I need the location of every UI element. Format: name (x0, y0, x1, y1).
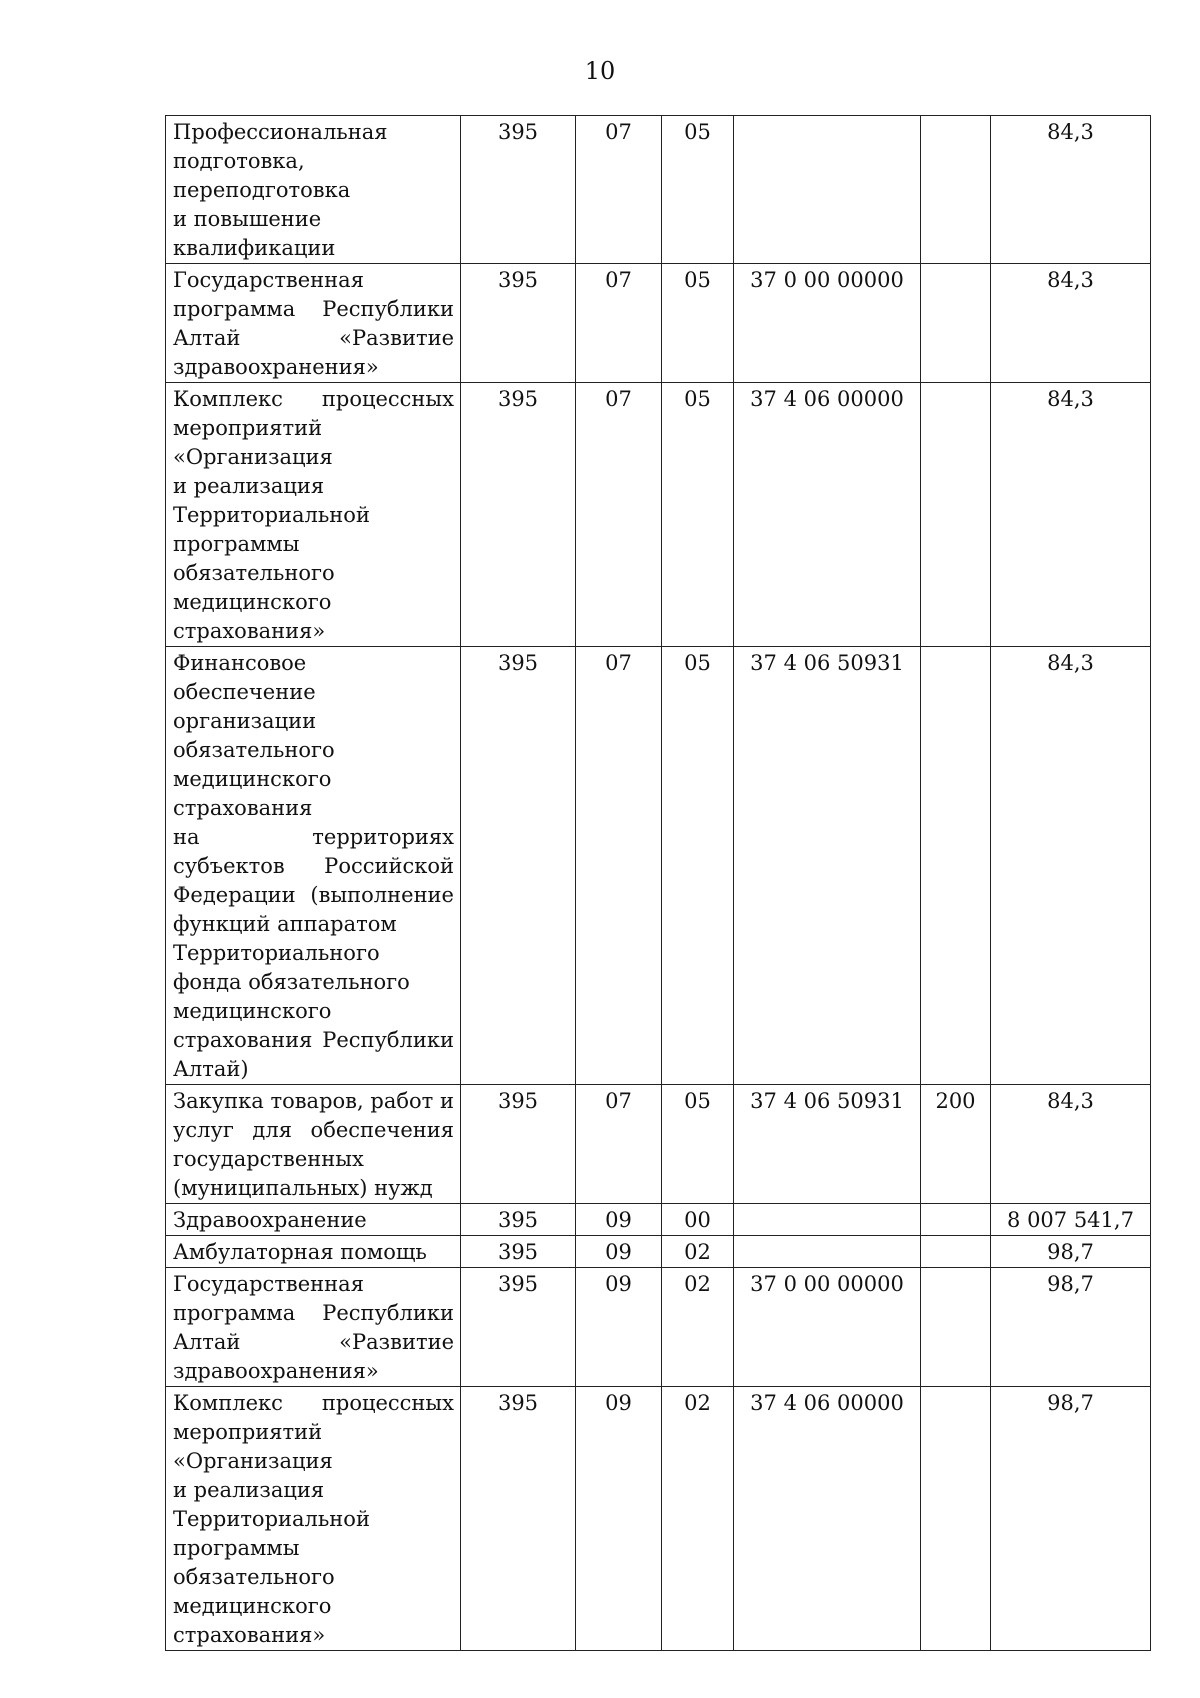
budget-table (165, 115, 1151, 1651)
row-name-line: Профессиональная (173, 120, 388, 144)
section-cell-value: 09 (605, 1240, 632, 1264)
section-cell-value: 09 (605, 1391, 632, 1415)
table-row (166, 116, 1151, 264)
row-name-cell (166, 264, 461, 383)
amount-cell-value: 84,3 (1047, 1089, 1094, 1113)
section-cell-value: 09 (605, 1208, 632, 1232)
subsection-cell-value: 05 (684, 120, 711, 144)
subsection-cell (662, 1387, 734, 1651)
grbs-cell (461, 1236, 576, 1268)
target-article-cell-value: 37 0 00 00000 (750, 1272, 904, 1296)
row-name-line: на территориях субъектов Российской Федерации (выполнение функций аппаратом (173, 825, 454, 936)
row-name-line: «Организация (173, 1449, 333, 1473)
target-article-cell (734, 1236, 921, 1268)
row-name-line: Территориальной программы обязательного медицинского страхования» (173, 503, 370, 643)
row-name-line: и реализация (173, 474, 325, 498)
amount-cell (991, 116, 1151, 264)
subsection-cell (662, 1204, 734, 1236)
grbs-cell-value: 395 (497, 387, 539, 411)
table-row (166, 383, 1151, 647)
table-row (166, 1085, 1151, 1204)
section-cell-value: 07 (605, 651, 632, 675)
grbs-cell (461, 383, 576, 647)
row-name-line: обязательного (173, 738, 335, 762)
subsection-cell-value: 05 (684, 387, 711, 411)
row-name-cell (166, 1085, 461, 1204)
row-name-cell (166, 1204, 461, 1236)
grbs-cell (461, 1204, 576, 1236)
expense-type-cell (921, 1236, 991, 1268)
subsection-cell-value: 05 (684, 1089, 711, 1113)
target-article-cell-value: 37 0 00 00000 (750, 268, 904, 292)
amount-cell-value: 98,7 (1047, 1272, 1094, 1296)
section-cell-value: 07 (605, 268, 632, 292)
grbs-cell (461, 1268, 576, 1387)
grbs-cell-value: 395 (497, 1240, 539, 1264)
table-row (166, 264, 1151, 383)
row-name-line: и реализация (173, 1478, 325, 1502)
amount-cell-value: 84,3 (1047, 120, 1094, 144)
expense-type-cell-value: 200 (935, 1089, 976, 1113)
target-article-cell-value: 37 4 06 00000 (750, 1391, 904, 1415)
section-cell (576, 1268, 662, 1387)
amount-cell (991, 647, 1151, 1085)
page-number: 10 (584, 57, 616, 85)
row-name-line: Государственная программа Республики Алтай «Развитие здравоохранения» (173, 268, 454, 379)
expense-type-cell (921, 1204, 991, 1236)
target-article-cell (734, 1085, 921, 1204)
subsection-cell-value: 00 (684, 1208, 711, 1232)
amount-cell-value: 8 007 541,7 (1007, 1208, 1134, 1232)
amount-cell (991, 1268, 1151, 1387)
table-row (166, 1268, 1151, 1387)
row-name-line: Государственная программа Республики Алтай «Развитие здравоохранения» (173, 1272, 454, 1383)
row-name-line: медицинского (173, 999, 332, 1023)
row-name-line: подготовка, (173, 149, 305, 173)
section-cell-value: 07 (605, 120, 632, 144)
row-name-line: переподготовка (173, 178, 351, 202)
section-cell-value: 07 (605, 1089, 632, 1113)
subsection-cell (662, 116, 734, 264)
amount-cell (991, 1085, 1151, 1204)
grbs-cell-value: 395 (497, 1391, 539, 1415)
grbs-cell-value: 395 (497, 1089, 539, 1113)
expense-type-cell (921, 647, 991, 1085)
section-cell (576, 647, 662, 1085)
row-name-line: Комплекс процессных мероприятий (173, 1391, 454, 1444)
subsection-cell-value: 02 (684, 1272, 711, 1296)
expense-type-cell (921, 1085, 991, 1204)
subsection-cell (662, 264, 734, 383)
row-name-line: Комплекс процессных мероприятий (173, 387, 454, 440)
target-article-cell (734, 1387, 921, 1651)
amount-cell-value: 84,3 (1047, 268, 1094, 292)
row-name-cell (166, 1236, 461, 1268)
subsection-cell-value: 02 (684, 1391, 711, 1415)
section-cell (576, 1387, 662, 1651)
subsection-cell (662, 1085, 734, 1204)
grbs-cell-value: 395 (497, 1272, 539, 1296)
subsection-cell-value: 05 (684, 268, 711, 292)
subsection-cell (662, 1268, 734, 1387)
amount-cell (991, 1204, 1151, 1236)
table-row (166, 1236, 1151, 1268)
grbs-cell (461, 1387, 576, 1651)
row-name-cell (166, 1387, 461, 1651)
target-article-cell (734, 647, 921, 1085)
amount-cell-value: 84,3 (1047, 387, 1094, 411)
target-article-cell-value: 37 4 06 50931 (750, 651, 904, 675)
row-name-cell (166, 647, 461, 1085)
grbs-cell (461, 1085, 576, 1204)
target-article-cell (734, 116, 921, 264)
section-cell (576, 1085, 662, 1204)
table-row (166, 1204, 1151, 1236)
expense-type-cell (921, 116, 991, 264)
target-article-cell (734, 1268, 921, 1387)
row-name-line: и повышение (173, 207, 322, 231)
row-name-line: Амбулаторная помощь (173, 1240, 427, 1264)
amount-cell (991, 1236, 1151, 1268)
subsection-cell-value: 05 (684, 651, 711, 675)
row-name-line: страхования Республики Алтай) (173, 1028, 454, 1081)
grbs-cell (461, 116, 576, 264)
row-name-line: страхования (173, 796, 313, 820)
target-article-cell-value: 37 4 06 50931 (750, 1089, 904, 1113)
amount-cell (991, 1387, 1151, 1651)
target-article-cell (734, 383, 921, 647)
section-cell (576, 264, 662, 383)
row-name-cell (166, 383, 461, 647)
amount-cell-value: 98,7 (1047, 1391, 1094, 1415)
grbs-cell-value: 395 (497, 651, 539, 675)
amount-cell (991, 264, 1151, 383)
subsection-cell (662, 1236, 734, 1268)
section-cell-value: 07 (605, 387, 632, 411)
table-row (166, 1387, 1151, 1651)
section-cell-value: 09 (605, 1272, 632, 1296)
section-cell (576, 1236, 662, 1268)
row-name-line: «Организация (173, 445, 333, 469)
subsection-cell (662, 383, 734, 647)
row-name-line: Закупка товаров, работ и услуг для обеспечения государственных (муниципальных) нужд (173, 1089, 454, 1200)
target-article-cell (734, 1204, 921, 1236)
expense-type-cell (921, 383, 991, 647)
amount-cell-value: 84,3 (1047, 651, 1094, 675)
row-name-cell (166, 1268, 461, 1387)
amount-cell-value: 98,7 (1047, 1240, 1094, 1264)
expense-type-cell (921, 1387, 991, 1651)
row-name-line: Территориального фонда обязательного (173, 941, 410, 994)
expense-type-cell (921, 264, 991, 383)
grbs-cell-value: 395 (497, 1208, 539, 1232)
subsection-cell-value: 02 (684, 1240, 711, 1264)
section-cell (576, 383, 662, 647)
section-cell (576, 116, 662, 264)
target-article-cell-value: 37 4 06 00000 (750, 387, 904, 411)
row-name-line: квалификации (173, 236, 336, 260)
table-body (166, 116, 1151, 1651)
row-name-line: медицинского (173, 767, 332, 791)
grbs-cell-value: 395 (497, 268, 539, 292)
section-cell (576, 1204, 662, 1236)
target-article-cell (734, 264, 921, 383)
expense-type-cell (921, 1268, 991, 1387)
row-name-cell (166, 116, 461, 264)
row-name-line: Здравоохранение (173, 1208, 367, 1232)
amount-cell (991, 383, 1151, 647)
row-name-line: Финансовое обеспечение организации (173, 651, 317, 733)
grbs-cell-value: 395 (497, 120, 539, 144)
subsection-cell (662, 647, 734, 1085)
grbs-cell (461, 647, 576, 1085)
row-name-line: Территориальной программы обязательного медицинского страхования» (173, 1507, 370, 1647)
table-row (166, 647, 1151, 1085)
grbs-cell (461, 264, 576, 383)
